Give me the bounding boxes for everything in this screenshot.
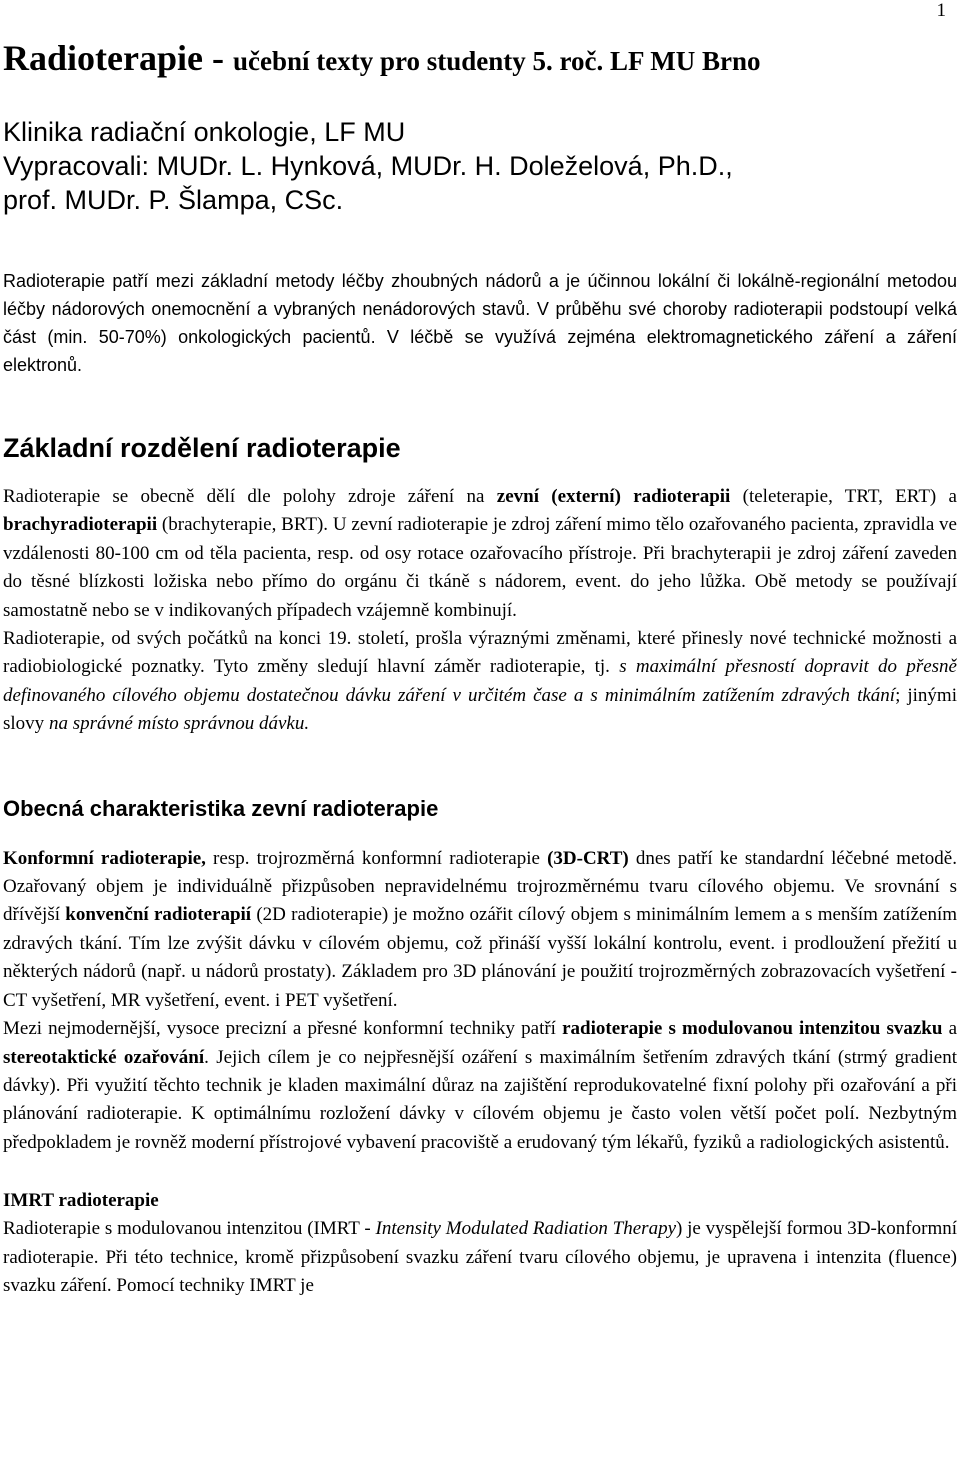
- paragraph-imrt: [3, 1215, 957, 1300]
- paragraph-division: [3, 483, 957, 625]
- intro-paragraph: Radioterapie patří mezi základní metody léčby zhoubných nádorů a je účinnou lokální či lokálně-regionální metodou léčby nádorových onemocnění a vybraných nenádorových stavů. V průběhu své choroby radioterapii podstoupí velká část (min. 50-70%) onkologických pacientů. V léčbě se využívá zejména elektromagnetického záření a záření elektronů.: [3, 271, 957, 375]
- term-external-radiotherapy: zevní (externí) radioterapii: [496, 486, 731, 507]
- text-run: Radioterapie, od svých počátků na konci 19. století, prošla výraznými změnami, které přinesly nové technické možnosti a radiobiologické poznatky. Tyto změny sledují hlavní záměr radioterapie, tj.: [3, 628, 957, 678]
- italic-aim: s maximální přesností dopravit do přesně definovaného cílového objemu dostatečnou dávku záření v určitém čase a s minimálním zatížením zdravých tkání: [3, 656, 957, 706]
- term-conventional-radiotherapy: konvenční radioterapií: [65, 904, 252, 926]
- document-meta: [3, 115, 957, 217]
- document-title: [3, 36, 957, 83]
- text-run: (brachyterapie, BRT). U zevní radioterapie je zdroj záření mimo tělo ozařovaného pacienta, zpravidla ve vzdálenosti 80-100 cm od těla pacienta, resp. od osy rotace ozařovacího přístroje. Při brachyterapii je zdroj záření zaveden do těsné blízkosti ložiska nebo přímo do orgánu či tkáně s nádorem, event. do jeho lůžka. Obě metody se používají samostatně nebo se v indikovaných případech vzájemně kombinují.: [3, 514, 957, 621]
- text-run: dnes patří ke standardní léčebné metodě. Ozařovaný objem je individuálně přizpůsoben nepravidelnému trojrozměrnému tvaru cílového objemu. Ve srovnání s dřívější: [3, 847, 957, 926]
- text-run: ; jinými slovy: [3, 684, 957, 735]
- text-run: (teleterapie, TRT, ERT) a: [730, 486, 957, 507]
- subheading-imrt: IMRT radioterapie: [3, 1190, 159, 1212]
- document-page: [3, 36, 957, 1300]
- section-heading-external-radiotherapy: Obecná charakteristika zevní radioterapie: [3, 795, 439, 821]
- text-run: ) je vyspělejší formou 3D-konformní radioterapie. Při této technice, kromě přizpůsobení svazku záření tvaru cílového objemu, je upravena i intenzita (fluence) svazku záření. Pomocí techniky IMRT je: [3, 1218, 957, 1296]
- term-stereotactic: stereotaktické ozařování: [3, 1046, 205, 1068]
- title-subtitle: učební texty pro studenty 5. roč. LF MU Brno: [232, 46, 761, 76]
- term-brachyradiotherapy: brachyradioterapii: [3, 514, 158, 536]
- term-imrt: radioterapie s modulovanou intenzitou svazku: [562, 1018, 943, 1040]
- text-run: Mezi nejmodernější, vysoce precizní a přesné konformní techniky patří: [3, 1018, 563, 1040]
- section-external-radiotherapy-body: [3, 845, 957, 1301]
- section-heading-basic-division: Základní rozdělení radioterapie: [3, 433, 401, 463]
- paragraph-conformal: [3, 845, 957, 1015]
- italic-aim-short: na správné místo správnou dávku.: [48, 713, 310, 735]
- text-run: (2D radioterapie) je možno ozářit cílový objem s minimálním lemem a s menším zatížením zdravých tkání. Tím lze zvýšit dávku v cílovém objemu, což přináší vyšší lokální kontrolu, event. i prodloužení přežití u některých nádorů (např. u nádorů prostaty). Základem pro 3D plánování je použití trojrozměrných zobrazovacích vyšetření - CT vyšetření, MR vyšetření, event. i PET vyšetření.: [3, 904, 958, 1011]
- authors-line-1: Vypracovali: MUDr. L. Hynková, MUDr. H. Doleželová, Ph.D.,: [3, 151, 733, 181]
- text-run: a: [942, 1018, 958, 1040]
- authors-line-2: prof. MUDr. P. Šlampa, CSc.: [3, 185, 344, 215]
- term-3d-crt: (3D-CRT): [547, 847, 629, 869]
- page-number: 1: [936, 0, 946, 21]
- term-conformal-radiotherapy: Konformní radioterapie,: [3, 847, 206, 869]
- section-basic-division-body: [3, 483, 957, 739]
- text-run: Radioterapie se obecně dělí dle polohy zdroje záření na: [3, 486, 497, 507]
- text-run: Radioterapie s modulovanou intenzitou (IMRT -: [3, 1218, 376, 1240]
- title-main: Radioterapie -: [3, 38, 233, 78]
- text-run: resp. trojrozměrná konformní radioterapie: [205, 847, 548, 869]
- paragraph-modern-techniques: [3, 1015, 957, 1157]
- italic-imrt-expansion: Intensity Modulated Radiation Therapy: [375, 1218, 676, 1240]
- text-run: . Jejich cílem je co nejpřesnější ozáření s maximálním šetřením zdravých tkání (strmý gradient dávky). Při využití těchto technik je kladen maximální důraz na zajištění reprodukovatelné fixní polohy při ozařování a při plánování radioterapie. K optimálnímu rozložení dávky v cílovém objemu je často volen větší počet polí. Nezbytným předpokladem je rovněž moderní přístrojové vybavení pracoviště a erudovaný tým lékařů, fyziků a radiologických asistentů.: [3, 1046, 958, 1153]
- clinic-name: Klinika radiační onkologie, LF MU: [3, 117, 406, 147]
- paragraph-history: [3, 625, 957, 739]
